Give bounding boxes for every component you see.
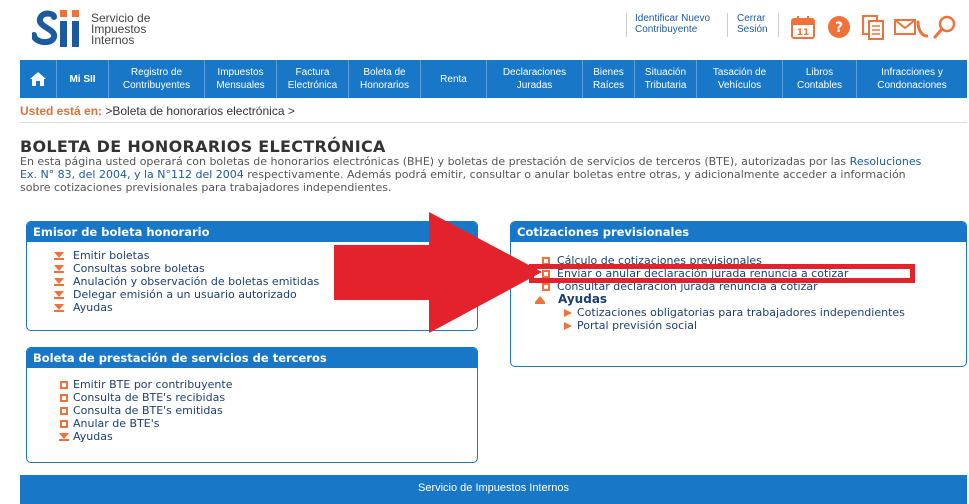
- svg-text:?: ?: [834, 20, 844, 36]
- list-item-label: Delegar emisión a un usuario autorizado: [73, 288, 297, 301]
- list-item-label: Anular de BTE's: [73, 417, 160, 430]
- logout-link[interactable]: [737, 13, 768, 35]
- chevron-down-icon: [59, 432, 69, 442]
- sii-logo[interactable]: [32, 5, 172, 51]
- list-item-label: Consulta de BTE's emitidas: [73, 404, 223, 417]
- list-item-label: Ayudas: [73, 430, 113, 443]
- list-item-label: Cotizaciones obligatorias para trabajadores independientes: [577, 306, 905, 319]
- list-item-label: Consultar declaración jurada renuncia a cotizar: [557, 280, 818, 293]
- emitir-bte-link[interactable]: [59, 378, 232, 391]
- resoluciones-link-cont[interactable]: Ex. N° 83, del 2004, y la N°112 del 2004: [20, 168, 244, 181]
- footer-text: Servicio de Impuestos Internos: [417, 482, 570, 494]
- search-icon[interactable]: [932, 14, 958, 40]
- list-item-label: Consultas sobre boletas: [73, 262, 205, 275]
- top-links-divider: [727, 13, 728, 37]
- chevron-down-icon: [54, 290, 64, 300]
- panel-boleta-prestacion-servicios: [26, 347, 478, 463]
- nav-situacion-tributaria[interactable]: [634, 60, 696, 98]
- identify-link-line-1: Identificar Nuevo: [635, 13, 711, 24]
- nav-infracciones-condonaciones[interactable]: [856, 60, 967, 98]
- portal-prevision-social-link[interactable]: [541, 319, 905, 332]
- nav-label-line-2: Raíces: [592, 80, 625, 91]
- panel-emisor-title: Emisor de boleta honorario: [27, 222, 477, 242]
- nav-boleta-honorarios[interactable]: [348, 60, 420, 98]
- panel-cotizaciones-title: Cotizaciones previsionales: [511, 222, 966, 242]
- calendar-icon[interactable]: [790, 14, 816, 40]
- nav-label-line-1: Factura: [295, 67, 330, 78]
- list-item-label: Enviar o anular declaración jurada renuncia a cotizar: [557, 267, 849, 280]
- top-links-divider: [626, 13, 627, 37]
- nav-label-line-1: Impuestos: [217, 67, 264, 78]
- panel-emisor-list: [54, 249, 319, 314]
- nav-label-line-2: Contables: [796, 80, 843, 91]
- logo-text-line-1: Servicio de: [91, 11, 151, 25]
- list-item-label: Emitir boletas: [73, 249, 150, 262]
- square-bullet-icon: [59, 380, 69, 390]
- annotation-arrow: [334, 210, 544, 335]
- intro-text: respectivamente. Además podrá emitir, consultar o anular boletas entre otras, y adicionalmente acceder a información: [243, 168, 906, 181]
- annotation-highlight-box: [529, 264, 915, 283]
- nav-label-line-1: Infracciones y: [881, 67, 943, 78]
- help-icon[interactable]: [826, 14, 852, 40]
- nav-label-line-2: Mensuales: [216, 80, 265, 91]
- nav-label-line-1: Libros: [805, 67, 834, 78]
- intro-text: En esta página usted operará con boletas de honorarios electrónicas (BHE) y boletas de prestación de servicios de terceros (BTE), autorizadas por las: [20, 155, 850, 168]
- list-item-label: Cálculo de cotizaciones previsionales: [557, 254, 762, 267]
- nav-label-line-2: Juradas: [516, 80, 553, 91]
- home-icon: [29, 71, 47, 87]
- resoluciones-link[interactable]: Resoluciones: [849, 155, 922, 168]
- square-bullet-icon: [59, 419, 69, 429]
- nav-label-line-1: Tasación de: [712, 67, 767, 78]
- chevron-down-icon: [54, 264, 64, 274]
- nav-mi-sii[interactable]: [56, 60, 108, 98]
- contact-icon[interactable]: [894, 14, 928, 40]
- nav-bienes-raices[interactable]: [582, 60, 634, 98]
- panel-cotizaciones-previsionales: [510, 221, 967, 367]
- identify-link-line-2: Contribuyente: [635, 24, 698, 35]
- nav-label-line-2: Electrónica: [287, 80, 338, 91]
- list-item-label: Anulación y observación de boletas emitidas: [73, 275, 320, 288]
- list-item-label: Ayudas: [73, 301, 113, 314]
- nav-label-line-1: Boleta de: [363, 67, 406, 78]
- intro-text: sobre cotizaciones previsionales para trabajadores independientes.: [20, 181, 392, 194]
- cotizaciones-obligatorias-link[interactable]: [541, 306, 905, 319]
- nav-declaraciones-juradas[interactable]: [486, 60, 582, 98]
- list-item-label: Consulta de BTE's recibidas: [73, 391, 226, 404]
- anulacion-boletas-link[interactable]: [54, 275, 319, 288]
- chevron-down-icon: [54, 251, 64, 261]
- site-header: [0, 0, 969, 58]
- page-intro: [20, 155, 969, 194]
- breadcrumb: [20, 104, 295, 118]
- nav-registro-contribuyentes[interactable]: [108, 60, 204, 98]
- sii-logo-icon: [32, 5, 84, 49]
- square-bullet-icon: [59, 406, 69, 416]
- ayudas-emisor-link[interactable]: [54, 301, 319, 314]
- chevron-down-icon: [54, 277, 64, 287]
- ayudas-bte-link[interactable]: [59, 430, 232, 443]
- consulta-bte-emitidas-link[interactable]: [59, 404, 232, 417]
- nav-label-line-2: Contribuyentes: [122, 80, 191, 91]
- nav-mi-sii-label: Mi SII: [69, 73, 96, 85]
- logout-link-line-1: Cerrar: [737, 13, 766, 24]
- main-nav: [20, 60, 967, 98]
- triangle-right-icon: [563, 308, 573, 318]
- nav-label-line-2: Vehículos: [717, 80, 762, 91]
- page-title: BOLETA DE HONORARIOS ELECTRÓNICA: [20, 137, 386, 156]
- ayudas-cotizaciones-toggle[interactable]: [541, 293, 905, 306]
- breadcrumb-label: Usted está en:: [20, 104, 103, 118]
- triangle-right-icon: [563, 321, 573, 331]
- site-footer: [20, 475, 967, 504]
- nav-renta-label: Renta: [440, 73, 467, 85]
- emitir-boletas-link[interactable]: [54, 249, 319, 262]
- panel-bte-list: [59, 378, 232, 443]
- ayudas-label: Ayudas: [558, 292, 608, 306]
- nav-renta[interactable]: [420, 60, 486, 98]
- nav-label-line-1: Situación: [644, 67, 687, 78]
- nav-label-line-1: Bienes: [593, 67, 624, 78]
- list-item-label: Portal previsión social: [577, 319, 698, 332]
- logo-text: [91, 13, 150, 46]
- breadcrumb-path[interactable]: >Boleta de honorarios electrónica >: [105, 104, 295, 118]
- nav-label-line-1: Registro de: [130, 67, 183, 78]
- identify-new-taxpayer-link[interactable]: [635, 13, 710, 35]
- top-links-divider: [778, 13, 779, 37]
- breadcrumb-divider: [20, 122, 967, 123]
- nav-label-line-2: Honorarios: [360, 80, 409, 91]
- nav-factura-electronica[interactable]: [276, 60, 348, 98]
- nav-tasacion-vehiculos[interactable]: [696, 60, 782, 98]
- nav-home[interactable]: [20, 60, 56, 98]
- anular-bte-link[interactable]: [59, 417, 232, 430]
- nav-label-line-2: Tributaria: [644, 80, 687, 91]
- consulta-bte-recibidas-link[interactable]: [59, 391, 232, 404]
- chevron-down-icon: [54, 303, 64, 313]
- consultas-boletas-link[interactable]: [54, 262, 319, 275]
- logout-link-line-2: Sesión: [737, 24, 768, 35]
- documents-icon[interactable]: [860, 14, 886, 40]
- logo-text-line-2: Impuestos: [91, 22, 147, 36]
- list-item-label: Emitir BTE por contribuyente: [73, 378, 233, 391]
- square-bullet-icon: [59, 393, 69, 403]
- nav-libros-contables[interactable]: [782, 60, 856, 98]
- panel-bte-title: Boleta de prestación de servicios de terceros: [27, 348, 477, 368]
- nav-impuestos-mensuales[interactable]: [204, 60, 276, 98]
- calendar-day: 11: [796, 28, 810, 38]
- logo-text-line-3: Internos: [91, 33, 135, 47]
- delegar-emision-link[interactable]: [54, 288, 319, 301]
- nav-label-line-1: Declaraciones: [502, 67, 567, 78]
- nav-label-line-2: Condonaciones: [877, 80, 947, 91]
